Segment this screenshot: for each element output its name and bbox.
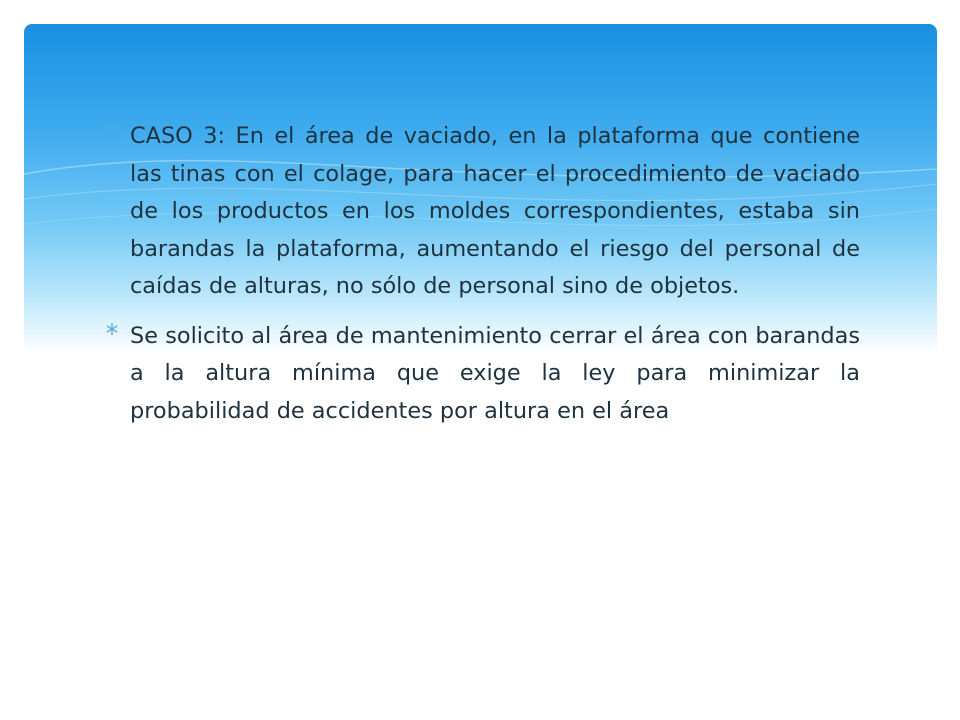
slide-content (105, 118, 860, 442)
asterisk-bullet-icon (105, 122, 119, 136)
bullet-text-1: CASO 3: En el área de vaciado, en la plataforma que contiene las tinas con el colage, para hacer el procedimiento de vaciado de los productos en los moldes correspondientes, estaba sin barandas la plataforma, aumentando el riesgo del personal de caídas de alturas, no sólo de personal sino de objetos. (130, 123, 860, 299)
bullet-item-1 (105, 118, 860, 306)
bullet-item-2 (105, 318, 860, 431)
asterisk-bullet-icon (105, 322, 119, 336)
bullet-text-2: Se solicito al área de mantenimiento cerrar el área con barandas a la altura mínima que exige la ley para minimizar la probabilidad de accidentes por altura en el área (130, 322, 860, 424)
